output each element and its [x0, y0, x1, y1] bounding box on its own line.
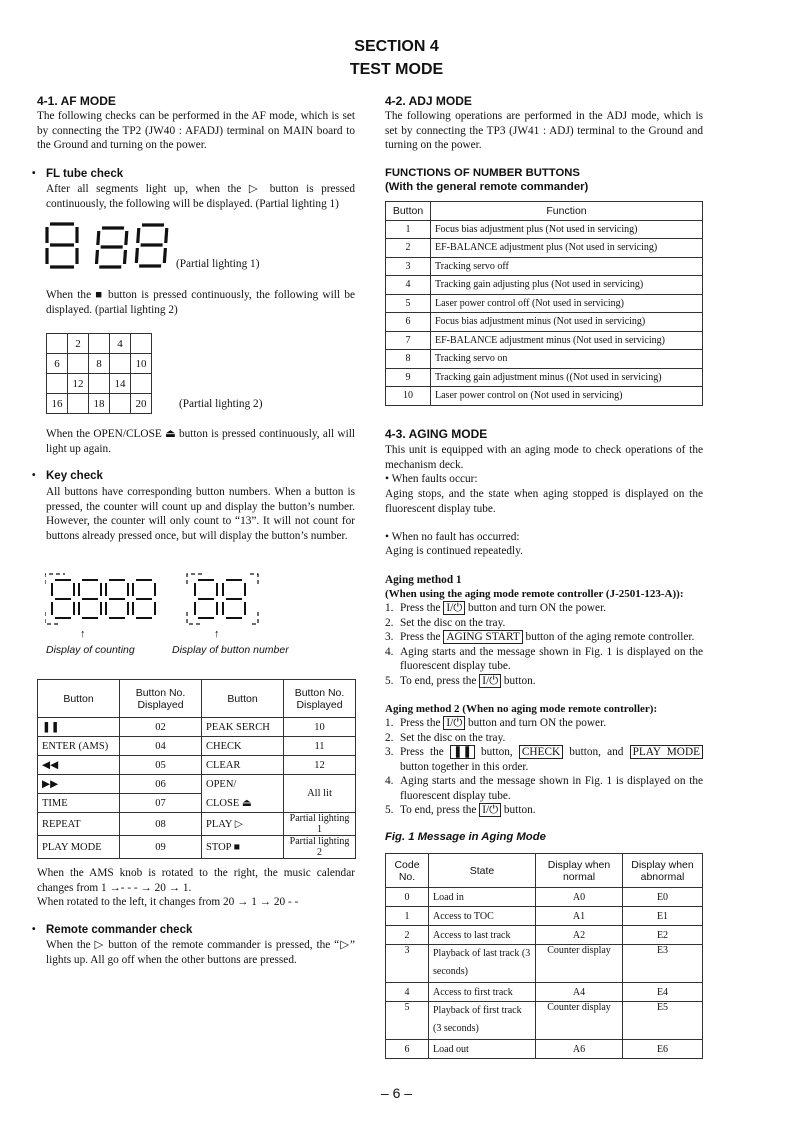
- table-row: 10 Laser power control on (Not used in servicing): [386, 387, 703, 406]
- table-row: 1 Focus bias adjustment plus (Not used in servicing): [386, 220, 703, 239]
- table-row: 1 Access to TOC A1 E1: [386, 907, 703, 926]
- nofault-bullet: • When no fault has occurred:: [385, 531, 520, 543]
- aging-method-2-steps: [385, 716, 703, 818]
- remote-check-title: • Remote commander check: [46, 924, 192, 936]
- list-item: 5. To end, press the I/⏻ button.: [385, 804, 536, 816]
- table-row: 2 EF-BALANCE adjustment plus (Not used in servicing): [386, 239, 703, 258]
- ams-text-1: When the AMS knob is rotated to the right, the music calendar changes from 1 →- - - → 20 → 1.: [37, 867, 355, 894]
- table-row: 9 Tracking gain adjustment minus ((Not used in servicing): [386, 368, 703, 387]
- table-row: 2 Access to last track A2 E2: [386, 926, 703, 945]
- fn-title-2: (With the general remote commander): [385, 181, 589, 193]
- key-display: [45, 572, 260, 637]
- table-row: ◀◀ 05 CLEAR 12: [38, 756, 356, 775]
- aging-method-1-steps: [385, 601, 703, 688]
- seven-segment-icon: [45, 222, 175, 270]
- table-row: 3 Playback of last track (3 seconds) Counter display E3: [386, 945, 703, 983]
- list-item: 1. Press the I/⏻ button and turn ON the power.: [385, 717, 607, 729]
- table-row: 8 Tracking servo on: [386, 350, 703, 369]
- list-item: 1. Press the I/⏻ button and turn ON the power.: [385, 602, 607, 614]
- table-row: ▶▶ 06 OPEN/ All lit: [38, 775, 356, 794]
- adj-mode-title: 4-2. ADJ MODE: [385, 94, 472, 108]
- arrow-up-icon: ↑: [214, 628, 220, 640]
- adj-intro: The following operations are performed in the ADJ mode, which is set by connecting the TP3 (JW41 : ADJ) terminal to the Ground and turning on the power.: [385, 110, 703, 151]
- arrow-up-icon: ↑: [80, 628, 86, 640]
- partial-lighting-2-label: (Partial lighting 2): [179, 398, 263, 410]
- partial-lighting-1-label: (Partial lighting 1): [176, 258, 260, 270]
- fl-tube-check-title: • FL tube check: [46, 168, 123, 180]
- aging-method-1-sub: (When using the aging mode remote controller (J-2501-123-A)):: [385, 588, 684, 600]
- table-row: 3 Tracking servo off: [386, 257, 703, 276]
- list-item: 4. Aging starts and the message shown in Fig. 1 is displayed on the fluorescent display tube.: [385, 645, 703, 672]
- table-row: 4 Access to first track A4 E4: [386, 983, 703, 1002]
- list-item: 2. Set the disc on the tray.: [385, 731, 506, 744]
- table-row: ENTER (AMS) 04 CHECK 11: [38, 737, 356, 756]
- aging-method-1-title: Aging method 1: [385, 574, 462, 586]
- fault-bullet: • When faults occur:: [385, 473, 478, 485]
- table-row: 6 Load out A6 E6: [386, 1040, 703, 1059]
- table-row: REPEAT 08 PLAY ▷ Partial lighting 1: [38, 813, 356, 836]
- aging-intro: This unit is equipped with an aging mode to check operations of the mechanism deck.: [385, 444, 703, 471]
- key-check-title: • Key check: [46, 470, 103, 482]
- key-table: Button Button No. Displayed Button Button No. Displayed ❚❚ 02 PEAK SERCH 10 ENTER (AMS) 04 CHECK 11 ◀◀ 05 CLEAR 12 ▶▶ 06 OPEN/ All lit TIME 07 CLOSE ⏏ REPEAT 08 PLAY ▷ Partial lighting 1 PLAY MODE 09 STOP ■ Partial lighting 2: [37, 679, 356, 859]
- aging-mode-title: 4-3. AGING MODE: [385, 427, 488, 441]
- partial-lighting-grid: 2 4 6 8 10 12 14 16 18 20: [46, 333, 152, 414]
- open-close-text: When the OPEN/CLOSE ⏏ button is pressed continuously, all will light up again.: [46, 428, 355, 455]
- fn-title-1: FUNCTIONS OF NUMBER BUTTONS: [385, 167, 580, 179]
- functions-table: Button Function 1 Focus bias adjustment plus (Not used in servicing) 2 EF-BALANCE adjustment plus (Not used in servicing) 3 Tracking servo off 4 Tracking gain adjusting plus (Not used in servicing) 5 Laser power control off (Not used in servicing) 6 Focus bias adjustment minus (Not used in servicing) 7 EF-BALANCE adjustment minus (Not used in servicing) 8 Tracking servo on 9 Tracking gain adjustment minus ((Not used in servicing) 10 Laser power control on (Not used in servicing): [385, 201, 703, 406]
- af-mode-title: 4-1. AF MODE: [37, 94, 116, 108]
- table-row: TIME 07 CLOSE ⏏: [38, 794, 356, 813]
- list-item: 2. Set the disc on the tray.: [385, 616, 506, 629]
- af-intro: The following checks can be performed in the AF mode, which is set by connecting the TP2 (JW40 : AFADJ) terminal on MAIN board to the Ground and turning on the power.: [37, 110, 355, 151]
- table-row: PLAY MODE 09 STOP ■ Partial lighting 2: [38, 836, 356, 859]
- table-row: 4 Tracking gain adjusting plus (Not used in servicing): [386, 276, 703, 295]
- table-row: ❚❚ 02 PEAK SERCH 10: [38, 718, 356, 737]
- aging-method-2-title: Aging method 2 (When no aging mode remote controller):: [385, 703, 658, 715]
- nofault-text: Aging is continued repeatedly.: [385, 545, 523, 557]
- aging-message-table: Code No. State Display when normal Display when abnormal 0 Load in A0 E0 1 Access to TOC A1 E1 2 Access to last track A2 E2 3 Playback of last track (3 seconds) Counter display E3 4 Access to first track A4 E4 5 Playback of first track (3 seconds) Counter display E5 6 Load out A6 E6: [385, 853, 703, 1059]
- key-check-text: All buttons have corresponding button numbers. When a button is pressed, the counter will count up and display the button’s number. However, the counter will only count to “13”. It will not count for buttons already pressed once, but will display the button’s number.: [46, 486, 355, 542]
- table-row: 0 Load in A0 E0: [386, 888, 703, 907]
- fig-1-title: Fig. 1 Message in Aging Mode: [385, 831, 546, 843]
- table-row: 7 EF-BALANCE adjustment minus (Not used in servicing): [386, 331, 703, 350]
- section-subtitle: TEST MODE: [349, 61, 444, 78]
- section-title: SECTION 4: [354, 38, 439, 55]
- digit-display-icon: [45, 572, 260, 632]
- list-item: 3. Press the ❚❚ button, CHECK button, and PLAY MODE button together in this order.: [385, 745, 703, 774]
- list-item: 4. Aging starts and the message shown in Fig. 1 is displayed on the fluorescent display tube.: [385, 775, 703, 802]
- table-row: 5 Playback of first track (3 seconds) Counter display E5: [386, 1002, 703, 1040]
- display-counting-label: Display of counting: [46, 644, 135, 656]
- remote-check-text: When the ▷ button of the remote commander is pressed, the “▷” lights up. All go off when the other buttons are pressed.: [46, 939, 355, 966]
- display-button-label: Display of button number: [172, 644, 289, 656]
- list-item: 5. To end, press the I/⏻ button.: [385, 674, 536, 687]
- fault-text: Aging stops, and the state when aging stopped is displayed on the fluorescent display tube.: [385, 488, 703, 515]
- seven-segment-display: [45, 222, 175, 275]
- stop-text: When the ■ button is pressed continuously, the following will be displayed. (partial lighting 2): [46, 289, 355, 316]
- table-row: 5 Laser power control off (Not used in servicing): [386, 294, 703, 313]
- fl-tube-text: After all segments light up, when the ▷ button is pressed continuously, the following will be displayed. (Partial lighting 1): [46, 183, 355, 210]
- table-row: 6 Focus bias adjustment minus (Not used in servicing): [386, 313, 703, 332]
- ams-text-2: When rotated to the left, it changes from 20 → 1 → 20 - -: [37, 896, 299, 908]
- page-number: – 6 –: [380, 1085, 413, 1101]
- list-item: 3. Press the AGING START button of the aging remote controller.: [385, 631, 695, 643]
